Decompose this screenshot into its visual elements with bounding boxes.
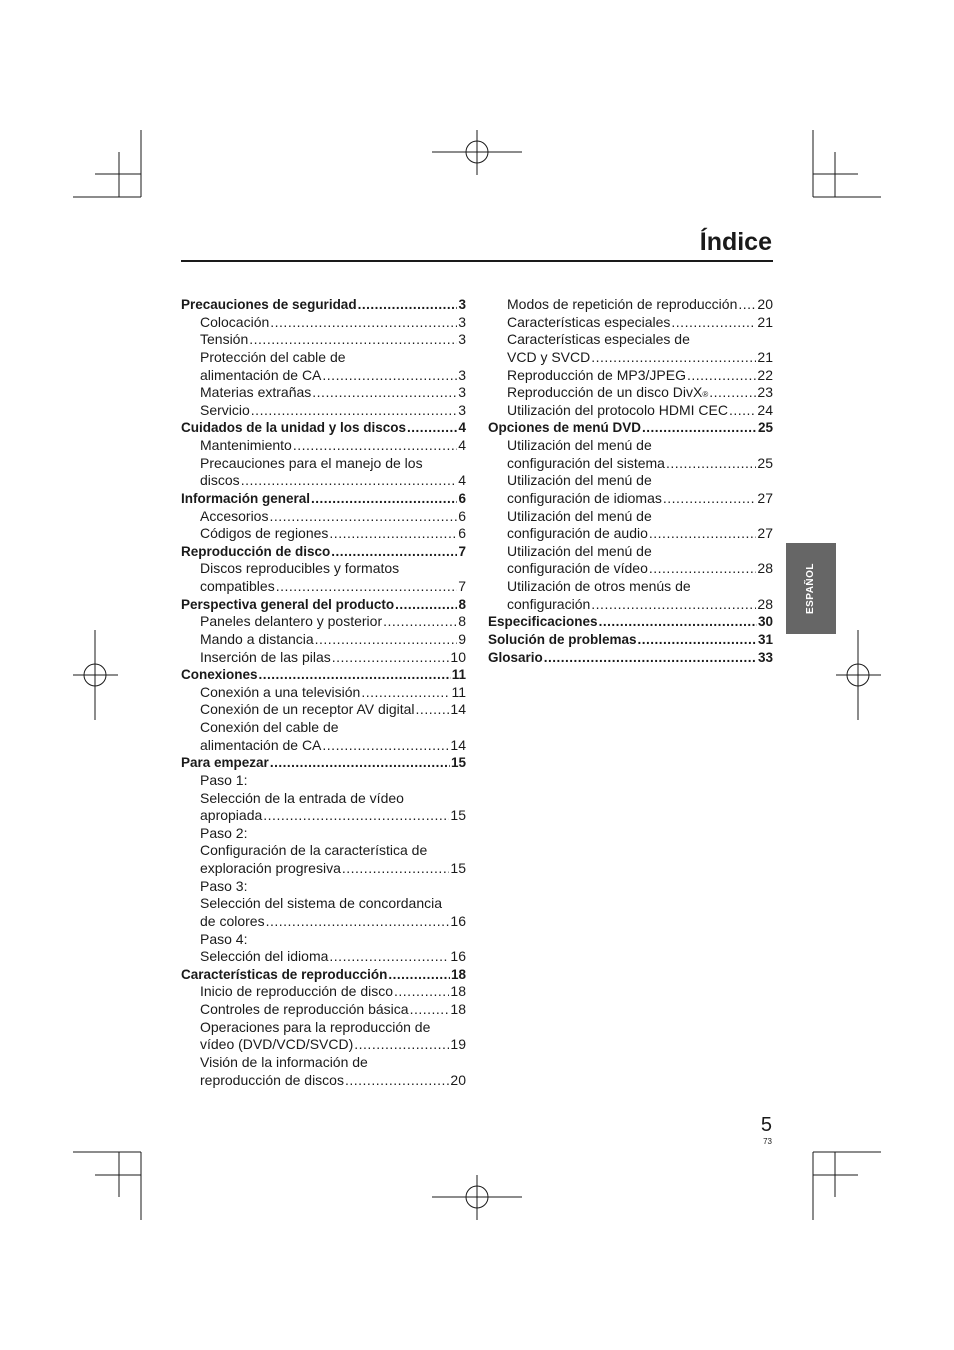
toc-entry-text: Utilización de otros menús de [507,578,691,594]
toc-subentry [181,948,466,966]
toc-subentry [181,1072,466,1090]
toc-entry-text: Glosario [488,649,543,665]
toc-entry-text: Selección del idioma [200,948,329,965]
toc-subentry [181,895,466,913]
toc-subentry [488,455,773,473]
toc-subentry [181,701,466,719]
toc-entry-text: alimentación de CA [200,736,322,753]
toc-entry-text: discos [200,472,240,489]
toc-entry-text: Opciones de menú DVD [488,420,642,436]
toc-page-number: 21 [757,313,773,330]
toc-subentry [181,1001,466,1019]
toc-entry-text: Servicio [200,401,250,418]
toc-subentry [181,314,466,332]
toc-subentry [181,331,466,349]
toc-subentry [181,384,466,402]
dot-leader [329,525,457,543]
dot-leader [329,948,449,966]
dot-leader [599,613,757,631]
dot-leader [638,631,757,649]
dot-leader [709,384,756,402]
dot-leader [663,490,757,508]
toc-entry-text: Discos reproducibles y formatos [200,560,400,577]
toc-page-number: 3 [458,297,466,312]
toc-entry-text: apropiada [200,807,263,824]
toc-page-number: 3 [458,401,466,418]
toc-subentry [181,878,466,896]
toc-subentry [181,719,466,737]
dot-leader [263,807,449,825]
toc-entry-text: Paneles delantero y posterior [200,613,383,630]
toc-subentry [181,649,466,667]
toc-entry-text: Colocación [200,313,270,330]
toc-page-number: 31 [757,631,773,647]
toc-subentry [488,525,773,543]
toc-section-entry [488,649,773,667]
toc-page-number: 28 [757,595,773,612]
dot-leader [544,649,757,667]
toc-subentry [488,472,773,490]
toc-subentry [488,296,773,314]
toc-entry-text: Características especiales [507,313,671,330]
page-title: Índice [699,228,772,256]
toc-page-number: 19 [450,1036,466,1053]
toc-section-entry [181,490,466,508]
toc-subentry [181,455,466,473]
toc-entry-text: Utilización del menú de [507,542,652,559]
toc-entry-text: Mantenimiento [200,437,292,453]
toc-entry-text: compatibles [200,578,275,594]
toc-page-number: 18 [450,1001,466,1017]
dot-leader [394,983,449,1001]
dot-leader [383,613,457,631]
toc-entry-text: Características especiales de [507,331,690,348]
toc-page-number: 3 [458,313,466,330]
toc-page-number: 10 [450,648,466,665]
toc-subentry [181,737,466,755]
toc-subentry [488,543,773,561]
toc-entry-text: Características de reproducción [181,966,388,982]
toc-subentry [181,860,466,878]
toc-entry-text: Perspectiva general del producto [181,596,395,612]
toc-subentry [181,825,466,843]
toc-entry-text: Paso 1: [200,771,248,788]
toc-entry-text: configuración de audio [507,525,648,542]
toc-page-number: 16 [450,948,466,965]
toc-page-number: 7 [458,543,466,559]
toc-entry-text: Controles de reproducción básica [200,1001,409,1017]
toc-entry-text: Selección de la entrada de vídeo [200,789,404,806]
dot-leader [332,649,450,667]
toc-page-number: 21 [757,348,773,365]
toc-subentry [181,508,466,526]
dot-leader [322,737,449,755]
toc-entry-text: Conexión de un receptor AV digital [200,701,415,718]
dot-leader [251,402,457,420]
toc-entry-text: VCD y SVCD [507,348,591,365]
toc-page-number: 7 [458,578,466,594]
toc-page-number: 4 [458,472,466,489]
toc-subentry [181,437,466,455]
toc-page-number: 9 [458,630,466,647]
toc-subentry [181,402,466,420]
toc-page-number: 4 [458,437,466,453]
dot-leader [241,472,458,490]
toc-page-number: 23 [757,384,773,401]
toc-left-column [181,296,466,1089]
toc-entry-text: Precauciones para el manejo de los [200,454,423,471]
toc-subentry [181,807,466,825]
toc-page-number: 16 [450,912,466,929]
toc-section-entry [181,296,466,314]
toc-entry-text: alimentación de CA [200,366,322,383]
sub-page-number: 73 [763,1137,772,1146]
dot-leader [687,367,756,385]
dot-leader [671,314,756,332]
toc-entry-text: Cuidados de la unidad y los discos [181,420,407,436]
toc-section-entry [488,631,773,649]
toc-subentry [181,472,466,490]
toc-page-number: 11 [451,683,466,700]
toc-subentry [181,772,466,790]
toc-subentry [488,490,773,508]
toc-subentry [181,931,466,949]
toc-subentry [181,1036,466,1054]
dot-leader [354,1036,449,1054]
dot-leader [388,966,450,984]
toc-page-number: 3 [458,366,466,383]
toc-entry-text: exploración progresiva [200,860,341,876]
toc-page-number: 27 [757,489,773,506]
toc-entry-text: Reproducción de disco [181,543,331,559]
dot-leader [358,296,458,314]
toc-subentry [488,508,773,526]
toc-entry-text: Solución de problemas [488,631,637,647]
toc-entry-text: Para empezar [181,755,269,771]
toc-page-number: 22 [757,366,773,383]
dot-leader [642,419,757,437]
page-number: 5 [760,1114,772,1136]
toc-entry-text: Paso 4: [200,930,248,947]
toc-entry-text: Utilización del menú de [507,507,652,524]
toc-subentry [488,596,773,614]
toc-subentry [181,790,466,808]
toc-page-number: 25 [757,454,773,471]
toc-page-number: 14 [450,736,466,753]
dot-leader [276,578,458,596]
dot-leader [649,525,757,543]
toc-entry-text: configuración de idiomas [507,489,662,506]
toc-subentry [488,367,773,385]
dot-leader [416,701,450,719]
toc-entry-text: Información general [181,490,311,506]
toc-entry-text: Accesorios [200,507,269,524]
toc-page-number: 15 [450,860,466,876]
toc-subentry [488,560,773,578]
toc-subentry [181,842,466,860]
title-rule [181,260,773,262]
toc-section-entry [181,666,466,684]
dot-leader [331,543,457,561]
dot-leader [322,367,457,385]
toc-subentry [488,314,773,332]
toc-section-entry [181,419,466,437]
toc-page-number: 8 [458,596,466,612]
toc-subentry [181,684,466,702]
dot-leader [259,666,451,684]
dot-leader [311,490,457,508]
toc-section-entry [181,543,466,561]
toc-entry-text: Modos de repetición de reproducción [507,296,738,312]
toc-entry-text: de colores [200,912,265,929]
toc-subentry [181,631,466,649]
toc-subentry [181,525,466,543]
dot-leader [312,384,457,402]
toc-section-entry [181,754,466,772]
toc-page-number: 30 [757,614,773,630]
dot-leader [666,455,756,473]
toc-subentry: Reproducción de un disco DivX ® ..... 23 [488,384,773,402]
toc-entry-text: Materias extrañas [200,384,312,401]
toc-entry-text: Conexiones [181,667,258,683]
toc-entry-text: Utilización del menú de [507,472,652,489]
toc-entry-text: Precauciones de seguridad [181,297,357,312]
dot-leader [361,684,450,702]
toc-subentry [488,402,773,420]
toc-entry-text: Utilización del menú de [507,437,652,453]
toc-section-entry [488,419,773,437]
dot-leader [342,860,450,878]
toc-section-entry [488,613,773,631]
toc-entry-text: vídeo (DVD/VCD/SVCD) [200,1036,354,1053]
toc-page-number: 3 [458,384,466,401]
toc-page-number: 14 [450,701,466,718]
dot-leader [249,331,457,349]
toc-entry-text: Especificaciones [488,614,598,630]
toc-subentry [488,578,773,596]
toc-entry-text: Reproducción de MP3/JPEG [507,366,686,383]
toc-right-column [488,296,773,666]
toc-entry-text: configuración [507,595,591,612]
dot-leader [293,437,457,455]
toc-page-number: 6 [458,507,466,524]
toc-page-number: 18 [450,966,466,982]
dot-leader [266,913,450,931]
dot-leader [591,349,756,367]
toc-subentry [181,578,466,596]
toc-subentry [181,983,466,1001]
toc-entry-text: configuración de vídeo [507,560,648,577]
language-side-tab [786,543,836,634]
toc-entry-text: configuración del sistema [507,454,665,471]
toc-page-number: 18 [450,983,466,1000]
toc-subentry [488,349,773,367]
toc-page-number: 4 [458,420,466,436]
toc-entry-text: Operaciones para la reproducción de [200,1018,431,1035]
toc-page-number: 20 [450,1071,466,1088]
dot-leader [649,560,757,578]
toc-page-number: 3 [458,331,466,348]
dot-leader [345,1072,449,1090]
toc-subentry [181,349,466,367]
toc-section-entry [181,596,466,614]
toc-page-number: 15 [450,755,466,771]
dot-leader [738,296,756,314]
toc-page-number: 6 [458,490,466,506]
toc-entry-text: Paso 3: [200,877,248,894]
toc-page-number: 8 [458,613,466,630]
toc-page-number: 24 [757,401,773,418]
dot-leader [729,402,756,420]
toc-subentry [181,560,466,578]
toc-entry-text: Conexión a una televisión [200,683,361,700]
dot-leader [410,1001,450,1019]
toc-subentry [181,613,466,631]
dot-leader [407,419,457,437]
toc-subentry [488,437,773,455]
toc-page-number: 20 [757,296,773,312]
toc-subentry [488,331,773,349]
toc-page-number: 25 [757,420,773,436]
toc-entry-text: Configuración de la característica de [200,842,428,859]
toc-entry-text: Reproducción de un disco DivX [507,384,703,401]
toc-subentry [181,913,466,931]
dot-leader [591,596,756,614]
toc-entry-text: Tensión [200,331,249,348]
toc-section-entry [181,966,466,984]
toc-entry-text: Selección del sistema de concordancia [200,895,443,912]
toc-entry-text: Protección del cable de [200,348,346,365]
toc-subentry [181,1019,466,1037]
toc-page-number: 28 [757,560,773,577]
toc-entry-text: Mando a distancia [200,630,314,647]
toc-entry-text: Inserción de las pilas [200,648,331,665]
dot-leader [269,508,457,526]
side-tab-label: ESPAÑOL [805,562,817,615]
dot-leader [270,754,450,772]
dot-leader [395,596,457,614]
toc-page-number: 27 [757,525,773,542]
toc-page-number: 33 [757,649,773,665]
toc-subentry [181,367,466,385]
toc-entry-text: Utilización del protocolo HDMI CEC [507,401,728,418]
toc-entry-text: Visión de la información de [200,1053,368,1070]
toc-entry-text: Códigos de regiones [200,525,329,542]
toc-page-number: 11 [451,667,466,683]
toc-page-number: 15 [450,807,466,824]
toc-entry-text: reproducción de discos [200,1071,344,1088]
toc-subentry [181,1054,466,1072]
toc-entry-text: Conexión del cable de [200,719,339,735]
dot-leader [270,314,457,332]
dot-leader [315,631,458,649]
toc-page-number: 6 [458,525,466,542]
toc-entry-text: Inicio de reproducción de disco [200,983,394,1000]
toc-entry-text: Paso 2: [200,824,248,841]
